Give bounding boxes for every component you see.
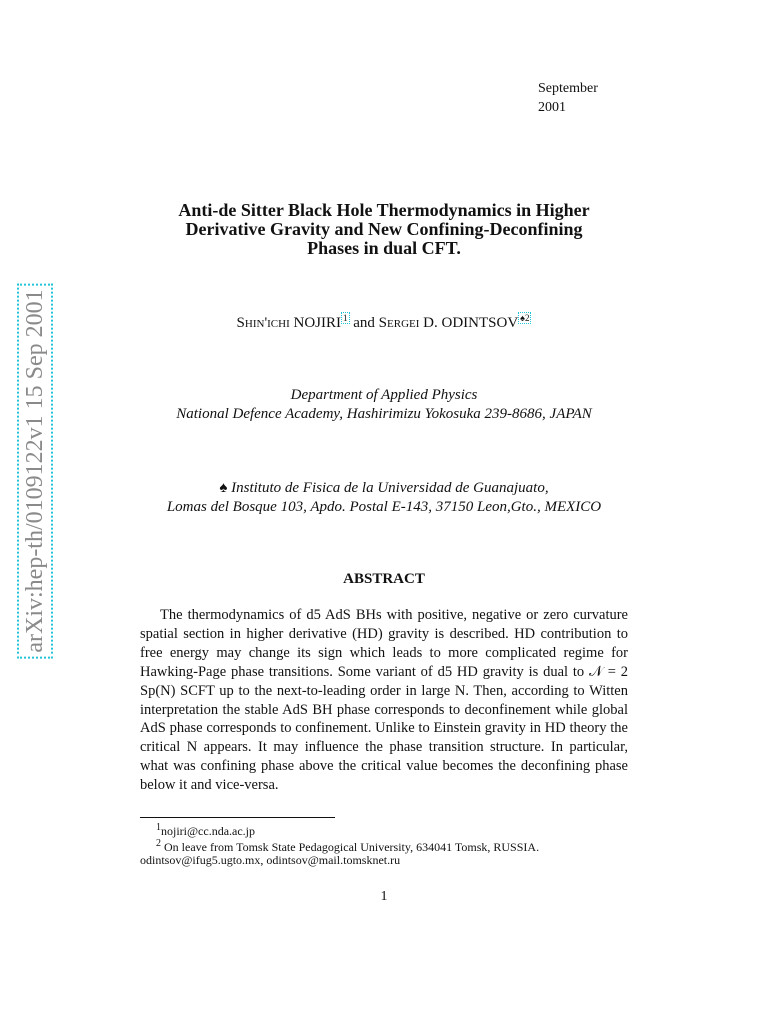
footnote-link-2[interactable]: ♠2 <box>520 313 530 323</box>
affiliation-1-line-2: National Defence Academy, Hashirimizu Yokosuka 239-8686, JAPAN <box>176 406 592 422</box>
affiliation-2-line-2: Lomas del Bosque 103, Apdo. Postal E-143, 37150 Leon,Gto., MEXICO <box>166 499 602 515</box>
date-year: 2001 <box>538 100 566 115</box>
affiliation-2 <box>0 479 768 517</box>
affiliation-1 <box>0 386 768 424</box>
footnote-2-emails: odintsov@ifug5.ugto.mx, odintsov@mail.tomsknet.ru <box>140 853 401 867</box>
author2-middle-initial: D. <box>423 315 438 331</box>
affiliation-2-line-1: Instituto de Fisica de la Universidad de Guanajuato, <box>231 480 549 496</box>
title-line-3: Phases in dual CFT. <box>307 238 461 258</box>
author-list <box>0 313 768 332</box>
title-line-1: Anti-de Sitter Black Hole Thermodynamics in Higher <box>178 200 590 220</box>
title-line-2: Derivative Gravity and New Confining-Deconfining <box>185 219 583 239</box>
author-conjunction: and <box>353 315 375 331</box>
author2-first-name: Sergei <box>378 315 420 331</box>
footnote-1-marker: 1 <box>156 822 161 833</box>
footnote-1-text: nojiri@cc.nda.ac.jp <box>161 824 256 838</box>
abstract-body: The thermodynamics of d5 AdS BHs with positive, negative or zero curvature spatial section in higher derivative (HD) gravity is described. HD contribution to free energy may change its sign which leads to more complicated regime for Hawking-Page phase transitions. Some variant of d5 HD gravity is dual to 𝒩 = 2 Sp(N) SCFT up to the next-to-leading order in large N. Then, according to Witten interpretation the stable AdS BH phase corresponds to deconfinement while global AdS phase corresponds to confinement. Unlike to Einstein gravity in HD theory the critical N appears. It may influence the phase transition structure. In particular, what was confining phase above the critical value becomes the deconfining phase below it and vice-versa. <box>140 607 628 794</box>
footnote-link-1[interactable]: 1 <box>343 313 348 323</box>
author1-first-name: Shin'ichi <box>236 315 290 331</box>
footnote-2-marker: 2 <box>156 838 161 849</box>
arxiv-identifier-link[interactable]: arXiv:hep-th/0109122v1 15 Sep 2001 <box>17 283 53 658</box>
author2-last-name: ODINTSOV <box>441 315 519 331</box>
author1-last-name: NOJIRI <box>293 315 341 331</box>
page-number: 1 <box>380 889 388 904</box>
preprint-date <box>538 79 598 117</box>
spade-icon: ♠ <box>219 480 228 496</box>
paper-title <box>100 201 668 258</box>
date-month: September <box>538 81 598 96</box>
abstract-heading: ABSTRACT <box>343 571 425 587</box>
footnote-2-text: On leave from Tomsk State Pedagogical University, 634041 Tomsk, RUSSIA. <box>164 840 540 854</box>
affiliation-1-line-1: Department of Applied Physics <box>290 387 478 403</box>
footnote-divider <box>140 817 335 818</box>
